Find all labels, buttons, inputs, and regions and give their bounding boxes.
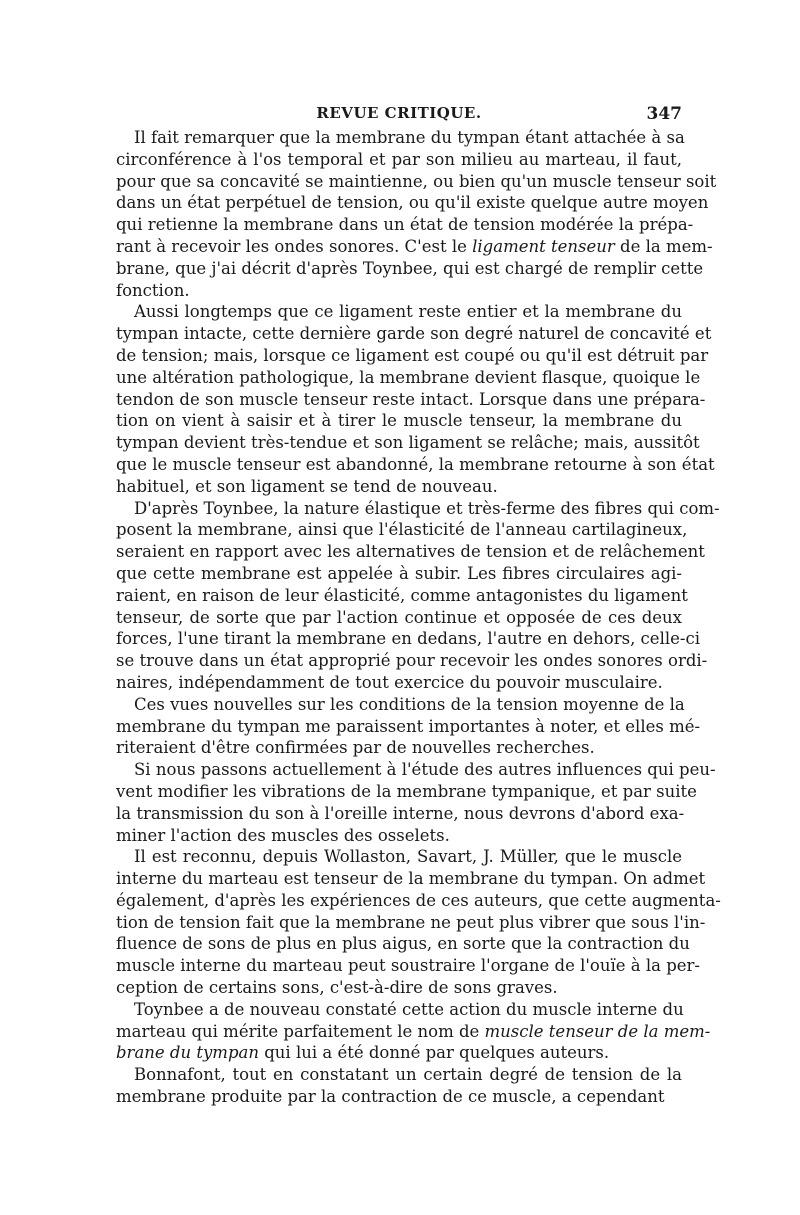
text-line: posent la membrane, ainsi que l'élasticité de l'anneau cartilagineux, (116, 520, 688, 540)
text-line: que cette membrane est appelée à subir. Les fibres circulaires agi- (116, 563, 682, 583)
text-line: Bonnafont, tout en constatant un certain degré de tension de la (134, 1065, 682, 1085)
text-line: fonction. (116, 280, 190, 300)
text-line: tenseur, de sorte que par l'action continue et opposée de ces deux (116, 607, 682, 627)
text-line: brane, que j'ai décrit d'après Toynbee, qui est chargé de remplir cette (116, 258, 704, 278)
text-line: tympan intacte, cette dernière garde son degré naturel de concavité et (116, 324, 712, 344)
text-line: muscle interne du marteau peut soustraire l'organe de l'ouïe à la per- (116, 956, 700, 976)
text-line: que le muscle tenseur est abandonné, la membrane retourne à son état (116, 454, 715, 474)
page-number: 347 (646, 104, 682, 124)
text-line: ception de certains sons, c'est-à-dire de sons graves. (116, 978, 558, 998)
text-line: interne du marteau est tenseur de la membrane du tympan. On admet (116, 869, 706, 889)
text-line: une altération pathologique, la membrane devient flasque, quoique le (116, 367, 701, 387)
text-line: qui retienne la membrane dans un état de tension modérée la prépa- (116, 215, 694, 235)
text-line: Il est reconnu, depuis Wollaston, Savart, J. Müller, que le muscle (134, 847, 682, 867)
text-line: raient, en raison de leur élasticité, comme antagonistes du ligament (116, 585, 688, 605)
text-line: se trouve dans un état approprié pour recevoir les ondes sonores ordi- (116, 651, 708, 671)
text-line: marteau qui mérite parfaitement le nom de muscle tenseur de la mem- (116, 1021, 711, 1041)
text-line: dans un état perpétuel de tension, ou qu'il existe quelque autre moyen (116, 193, 709, 213)
text-line: Aussi longtemps que ce ligament reste entier et la membrane du (134, 302, 682, 322)
text-line: tendon de son muscle tenseur reste intact. Lorsque dans une prépara- (116, 389, 706, 409)
text-line: de tension; mais, lorsque ce ligament est coupé ou qu'il est détruit par (116, 345, 709, 365)
text-line: seraient en rapport avec les alternatives de tension et de relâchement (116, 542, 705, 562)
text-line: membrane du tympan me paraissent importantes à noter, et elles mé- (116, 716, 701, 736)
text-line: circonférence à l'os temporal et par son milieu au marteau, il faut, (116, 149, 682, 169)
text-line: Si nous passons actuellement à l'étude des autres influences qui peu- (134, 760, 716, 780)
text-line: habituel, et son ligament se tend de nouveau. (116, 476, 498, 496)
text-line: Toynbee a de nouveau constaté cette action du muscle interne du (134, 999, 684, 1019)
text-line: également, d'après les expériences de ces auteurs, que cette augmenta- (116, 890, 721, 910)
text-line: D'après Toynbee, la nature élastique et très-ferme des fibres qui com- (134, 498, 720, 518)
text-line: Ces vues nouvelles sur les conditions de la tension moyenne de la (134, 694, 685, 714)
text-line: naires, indépendamment de tout exercice du pouvoir musculaire. (116, 672, 663, 692)
body-text (116, 127, 721, 1108)
text-line: tympan devient très-tendue et son ligament se relâche; mais, aussitôt (116, 433, 700, 453)
text-line: vent modifier les vibrations de la membrane tympanique, et par suite (116, 781, 697, 801)
text-line: riteraient d'être confirmées par de nouvelles recherches. (116, 738, 595, 758)
text-line: membrane produite par la contraction de ce muscle, a cependant (116, 1087, 665, 1107)
text-line: pour que sa concavité se maintienne, ou bien qu'un muscle tenseur soit (116, 171, 717, 191)
text-line: tion de tension fait que la membrane ne peut plus vibrer que sous l'in- (116, 912, 706, 932)
running-title: REVUE CRITIQUE. (316, 104, 482, 122)
text-line: Il fait remarquer que la membrane du tympan étant attachée à sa (134, 128, 685, 147)
text-line: fluence de sons de plus en plus aigus, en sorte que la contraction du (116, 934, 690, 954)
running-head (116, 104, 682, 126)
text-line: miner l'action des muscles des osselets. (116, 825, 450, 845)
text-line: rant à recevoir les ondes sonores. C'est le ligament tenseur de la mem- (116, 236, 713, 256)
text-line: la transmission du son à l'oreille interne, nous devrons d'abord exa- (116, 803, 685, 823)
text-line: brane du tympan qui lui a été donné par quelques auteurs. (116, 1043, 610, 1063)
text-line: tion on vient à saisir et à tirer le muscle tenseur, la membrane du (116, 411, 682, 431)
text-line: forces, l'une tirant la membrane en dedans, l'autre en dehors, celle-ci (116, 629, 700, 649)
